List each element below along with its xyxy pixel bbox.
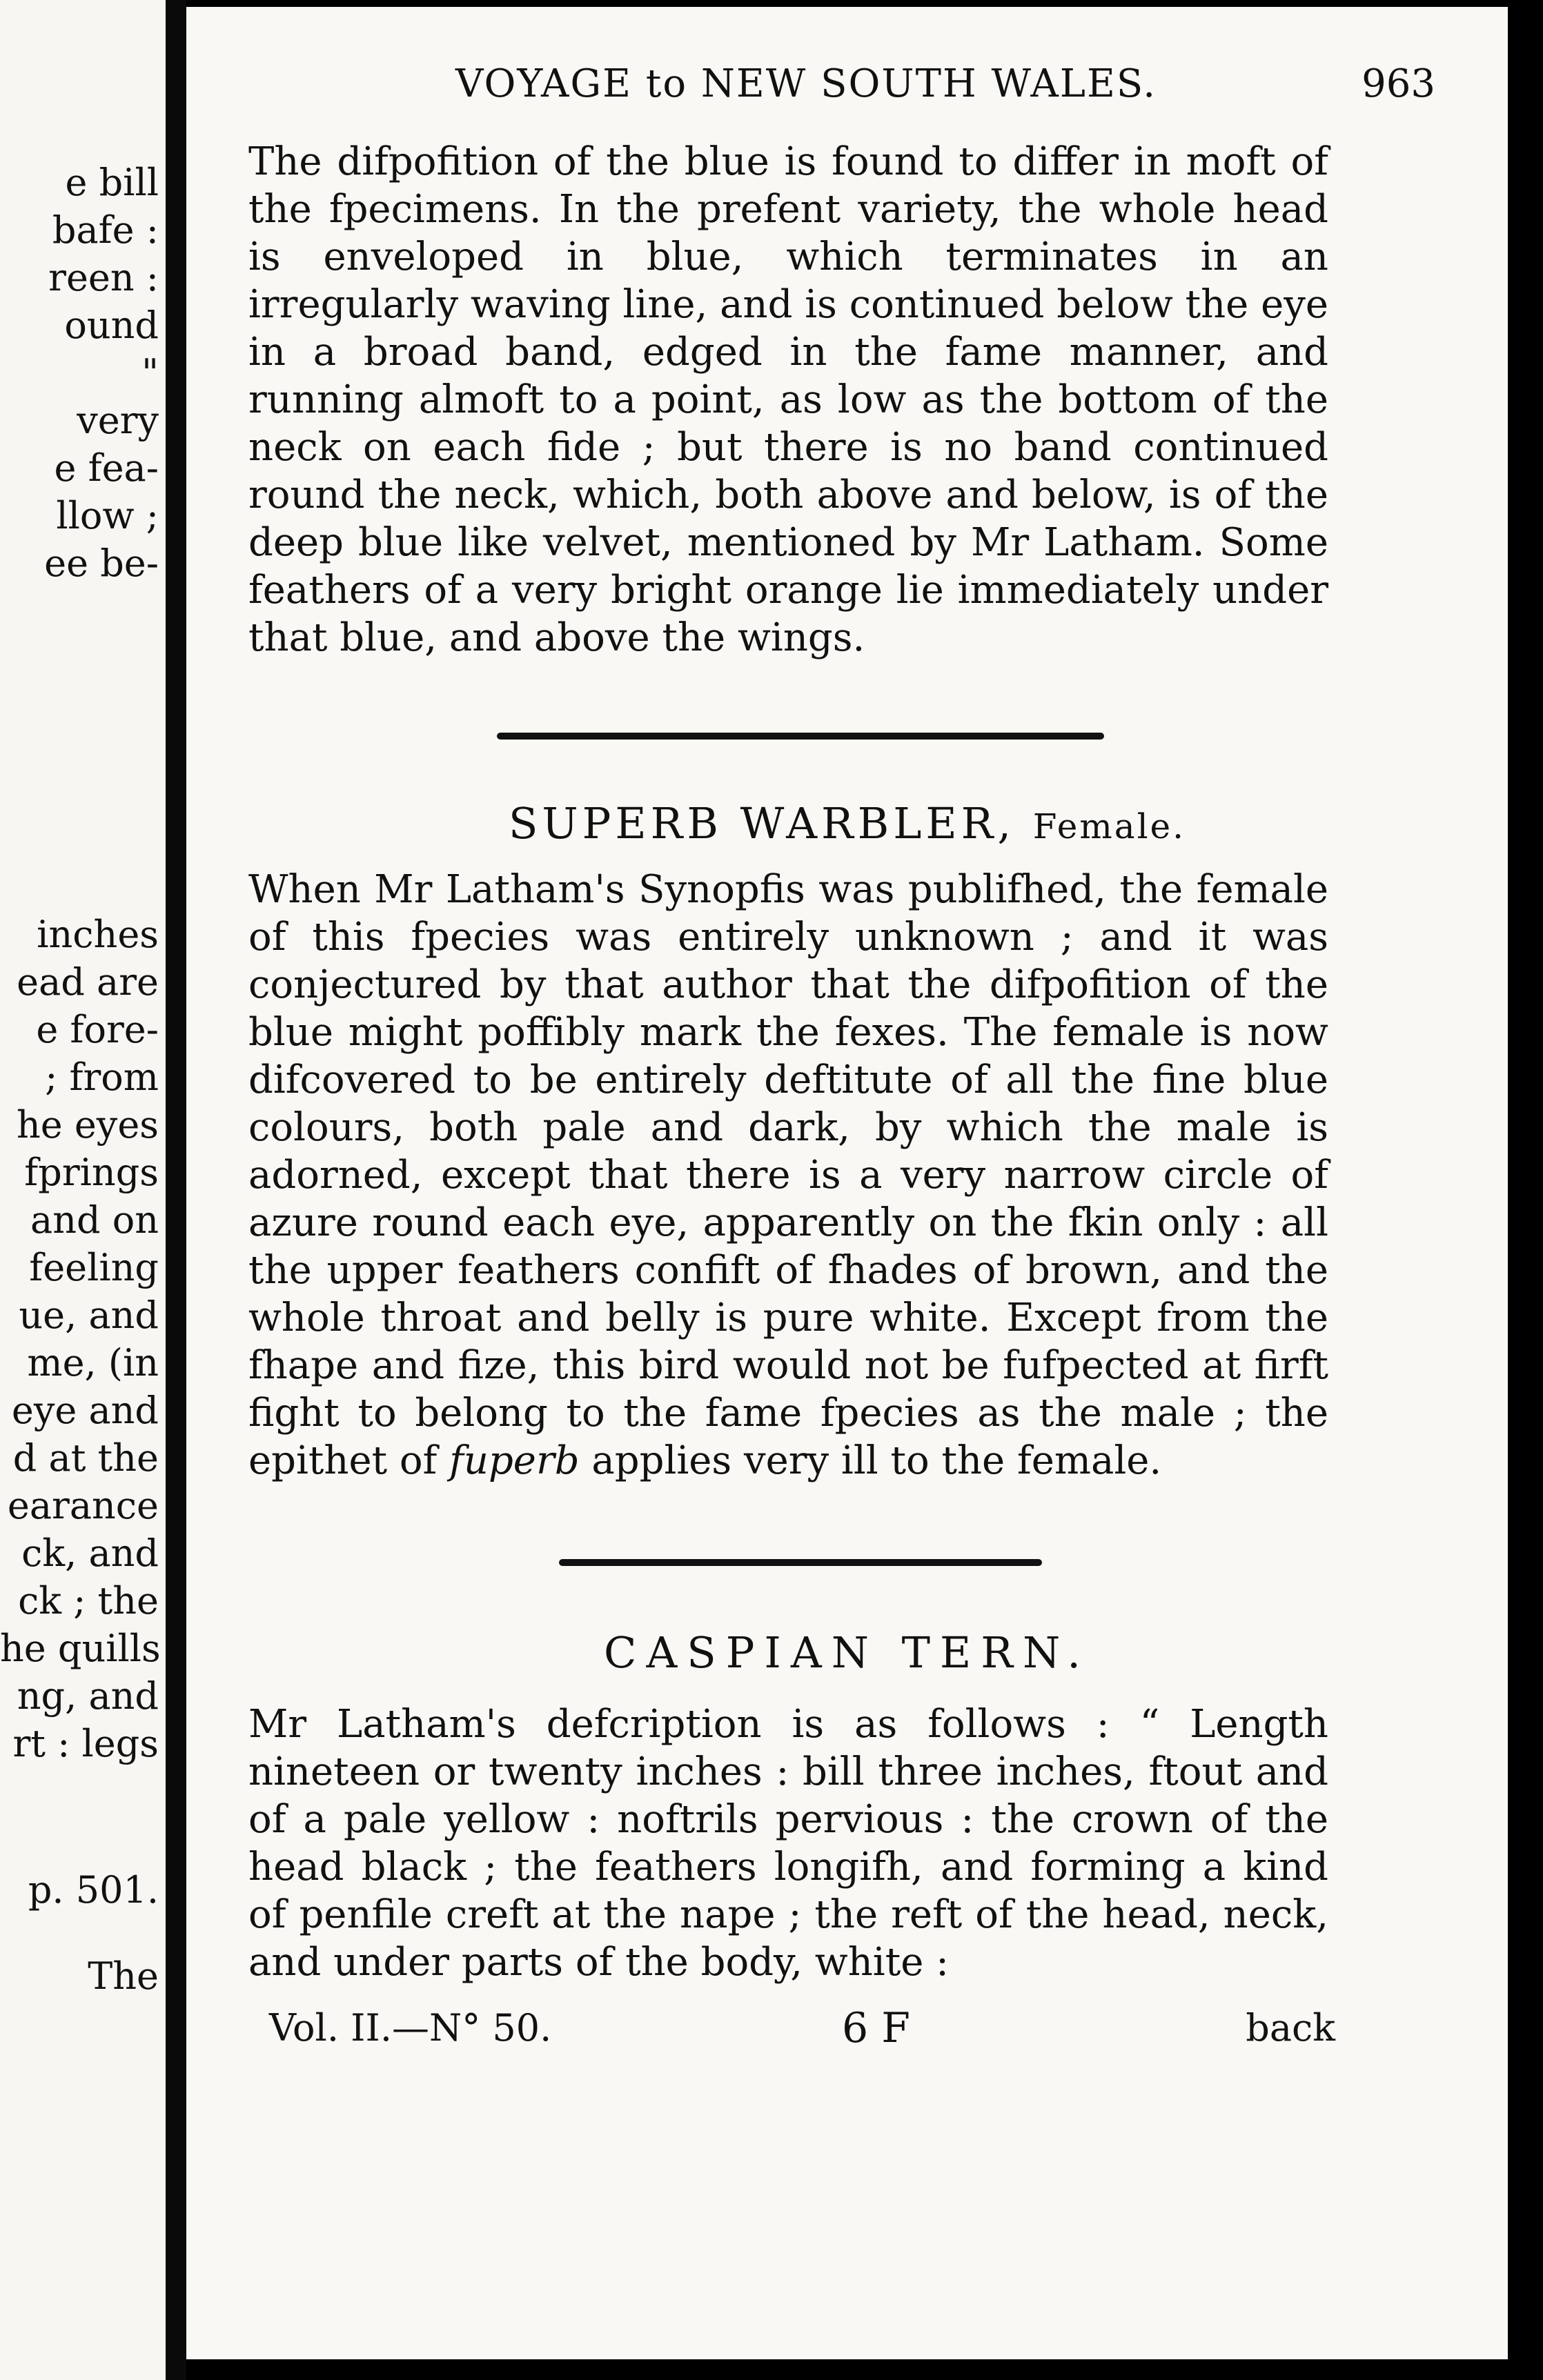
left-page-line: e bill xyxy=(65,161,159,204)
left-page-top-lines xyxy=(0,162,166,611)
left-page-line: feeling xyxy=(29,1246,159,1289)
volume-signature: Vol. II.—N° 50. xyxy=(269,2006,552,2050)
paragraph-text: The difpofition of the blue is found to differ in moft of the fpecimens. In the prefent variety, the whole head is enveloped in blue, which terminates in an irregularly waving line, and is continued below the eye in a broad band, edged in the fame manner, and running almoft to a point, as low as the bottom of the neck on each fide ; but there is no band continued round the neck, which, both above and below, is of the deep blue like velvet, mentioned by Mr Latham. Some feathers of a very bright orange lie immediately under that blue, and above the wings. xyxy=(248,139,1328,660)
left-page-line: ck, and xyxy=(21,1531,159,1575)
left-page-line: ng, and xyxy=(17,1674,159,1718)
left-page-line: ee be- xyxy=(44,542,159,585)
left-page-line: fprings xyxy=(24,1151,159,1194)
paragraph-text: When Mr Latham's Synopfis was publifhed, the female of this fpecies was entirely unknown ; and it was conjectured by that author that the difpofition of the blue might poffibly mark the fexes. The female is now difcovered to be entirely deftitute of all the fine blue colours, both pale and dark, by which the male is adorned, except that there is a very narrow circle of azure round each eye, apparently on the fkin only : all the upper feathers confift of fhades of brown, and the whole throat and belly is pure white. Except from the fhape and fize, this bird would not be fufpected at firft fight to belong to the fame fpecies as the male ; the epithet of xyxy=(248,867,1328,1483)
left-page-line: eye and xyxy=(11,1389,159,1432)
left-page-line: reen : xyxy=(48,256,159,299)
italic-word: fuperb xyxy=(449,1438,580,1483)
left-page-line: inches xyxy=(37,913,159,956)
left-page-line: e fore- xyxy=(36,1008,159,1051)
previous-page-strip xyxy=(0,0,166,2380)
left-page-line: d at the xyxy=(12,1436,159,1480)
section-title-main: SUPERB WARBLER, xyxy=(508,798,1016,849)
left-page-line: bafe : xyxy=(52,208,159,252)
left-page-line: me, (in xyxy=(27,1341,159,1385)
section-title-female: Female. xyxy=(1032,806,1186,846)
gathering-mark: 6 F xyxy=(842,2004,910,2052)
section-rule xyxy=(559,1559,1042,1566)
page-number: 963 xyxy=(1362,61,1435,106)
running-title: VOYAGE to NEW SOUTH WALES. xyxy=(455,61,1157,106)
left-page-line: ound xyxy=(64,304,159,347)
page xyxy=(186,7,1508,2359)
left-page-line: ck ; the xyxy=(18,1579,159,1623)
catchword: back xyxy=(1246,2006,1335,2050)
left-page-line: ue, and xyxy=(19,1293,159,1337)
left-page-line: he eyes xyxy=(16,1103,159,1147)
section-title-caspian-tern: CASPIAN TERN. xyxy=(604,1627,1090,1678)
left-page-middle-lines xyxy=(0,914,166,1811)
left-page-line: very xyxy=(77,399,159,442)
paragraph-blue-disposition xyxy=(248,138,1328,662)
left-page-reference: p. 501. xyxy=(28,1868,159,1912)
left-page-line: he quills xyxy=(0,1627,161,1670)
left-page-line: rt : legs xyxy=(12,1722,159,1765)
paragraph-text-end: applies very ill to the female. xyxy=(579,1438,1162,1483)
left-page-line: ead are xyxy=(17,960,159,1004)
paragraph-text: Mr Latham's defcription is as follows : “ Length nineteen or twenty inches : bill three inches, ftout and of a pale yellow : noftrils pervious : the crown of the head black ; the feathers longifh, and forming a kind of penfile creft at the nape ; the reft of the head, neck, and under parts of the body, white : xyxy=(248,1702,1328,1985)
section-title-superb-warbler xyxy=(186,799,1508,851)
left-page-line: earance xyxy=(7,1484,159,1527)
paragraph-caspian-tern xyxy=(248,1700,1328,1986)
running-header xyxy=(455,62,1435,106)
left-page-line: ; from xyxy=(45,1055,159,1099)
paragraph-superb-warbler-female xyxy=(248,866,1328,1485)
page-gutter xyxy=(166,0,186,2380)
section-rule xyxy=(497,733,1104,740)
left-page-line: " xyxy=(141,351,159,395)
left-page-line: and on xyxy=(30,1198,159,1242)
left-page-line: llow ; xyxy=(56,494,159,537)
left-page-catchword: The xyxy=(88,1954,159,1998)
scan-border xyxy=(1508,0,1543,2380)
left-page-line: e fea- xyxy=(54,446,159,490)
